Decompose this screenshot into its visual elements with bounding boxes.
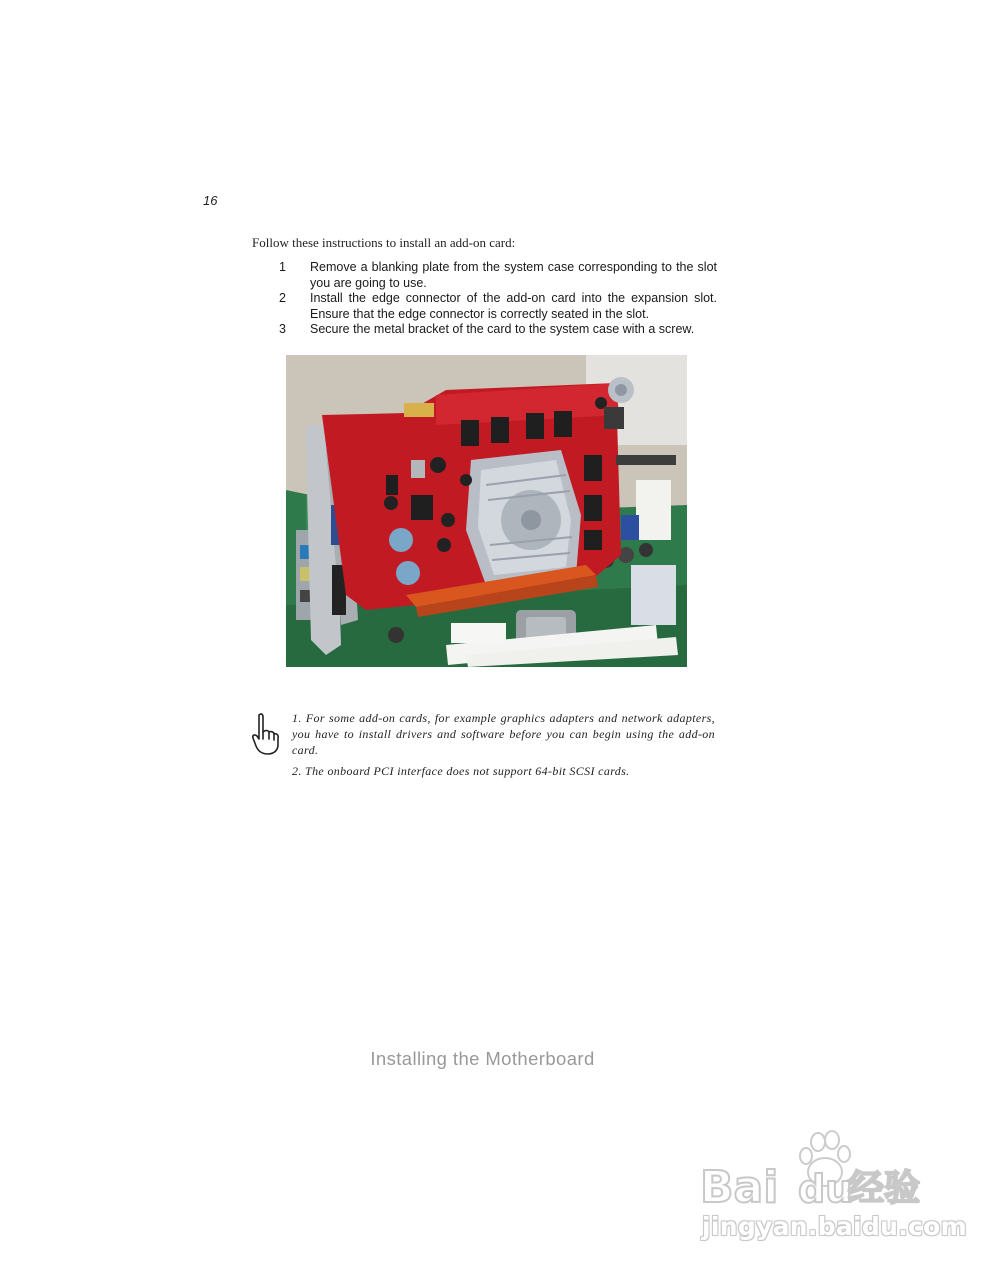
step-number: 2: [279, 291, 286, 305]
step-text: Install the edge connector of the add-on card into the expansion slot. Ensure that the edge connector is correctly seated in the slot.: [310, 291, 717, 321]
page-number: 16: [203, 193, 218, 208]
svg-text:du: du: [798, 1167, 853, 1211]
notes-block: [292, 710, 715, 784]
pointing-hand-icon: [250, 712, 282, 756]
intro-text: Follow these instructions to install an add-on card:: [252, 235, 516, 250]
step-number: 3: [279, 322, 286, 336]
svg-text:Bai: Bai: [700, 1162, 779, 1213]
footer-title: Installing the Motherboard: [370, 1048, 595, 1069]
watermark-url: jingyan.baidu.com: [702, 1212, 967, 1241]
step-text: Secure the metal bracket of the card to the system case with a screw.: [310, 322, 695, 336]
note-item: 2. The onboard PCI interface does not support 64-bit SCSI cards.: [292, 764, 630, 778]
graphics-card-in-slot-photo: [286, 355, 687, 667]
watermark: [698, 1128, 967, 1248]
step-item: [279, 260, 717, 291]
baidu-paw-logo: [698, 1128, 938, 1218]
graphics-card-photo: [286, 355, 687, 667]
step-item: [279, 291, 717, 322]
step-item: [279, 322, 717, 338]
note-item: 1. For some add-on cards, for example graphics adapters and network adapters, you have to install drivers and software before you can begin using the add-on card.: [292, 711, 715, 757]
step-number: 1: [279, 260, 286, 274]
svg-text:经验: 经验: [848, 1168, 921, 1209]
step-text: Remove a blanking plate from the system case corresponding to the slot you are going to use.: [310, 260, 717, 290]
steps-list: [279, 260, 717, 338]
